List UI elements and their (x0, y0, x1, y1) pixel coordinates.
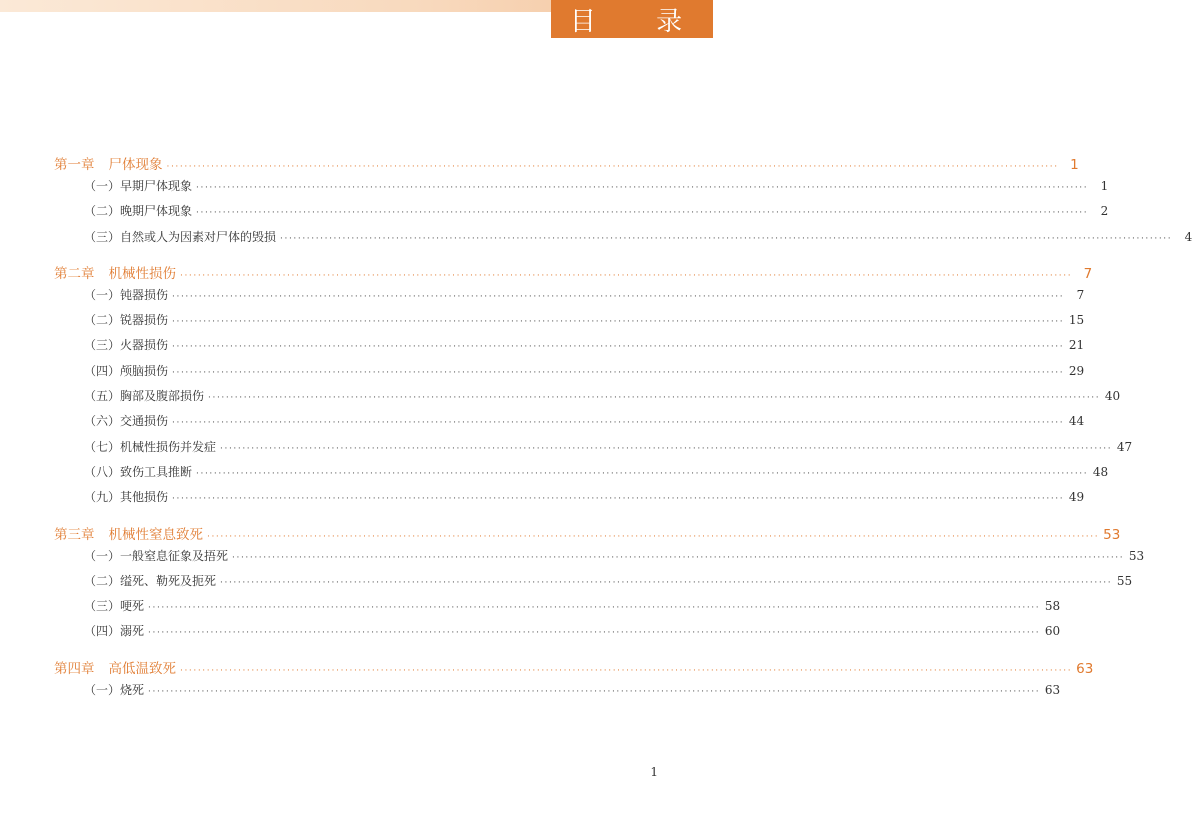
toc-section-entry[interactable] (54, 488, 1085, 513)
dot-leader: ········································································································································································································ (148, 603, 1041, 614)
toc-entry-title: 颅脑损伤 (120, 363, 169, 378)
dot-leader: ········································································································································································································ (148, 686, 1041, 697)
toc-entry-page: 7 (1083, 265, 1093, 282)
dot-leader: ········································································································································································································ (196, 208, 1089, 219)
toc-entry-title: 哽死 (120, 599, 145, 614)
toc-entry-number: （一） (84, 682, 121, 697)
toc-entry-number: （二） (84, 573, 121, 588)
toc-entry-number: （四） (84, 363, 121, 378)
toc-entry-title: 机械性损伤并发症 (120, 439, 217, 454)
toc-entry-page: 63 (1076, 660, 1094, 677)
toc-section-entry[interactable] (54, 228, 1192, 253)
toc-entry-title: 其他损伤 (120, 490, 169, 505)
toc-entry-page: 21 (1068, 338, 1085, 353)
toc-entry-label (84, 286, 168, 303)
dot-leader: ········································································································································································································ (207, 531, 1100, 542)
toc-entry-title: 胸部及腹部损伤 (120, 389, 205, 404)
toc-entry-number: 第二章 (54, 265, 95, 282)
toc-entry-title: 交通损伤 (120, 414, 169, 429)
toc-entry-title: 致伤工具推断 (120, 464, 193, 479)
toc-entry-number: （三） (84, 229, 121, 244)
toc-entry-number: （九） (84, 490, 121, 505)
toc-entry-title: 一般窒息征象及捂死 (120, 548, 229, 563)
toc-chapter-entry[interactable] (54, 262, 1093, 286)
toc-section-entry[interactable] (54, 311, 1085, 336)
toc-entry-label (84, 438, 216, 455)
toc-entry-page: 53 (1103, 526, 1121, 543)
dot-leader: ········································································································································································································ (232, 552, 1125, 563)
toc-section-entry[interactable] (54, 177, 1109, 202)
dot-leader: ········································································································································································································ (172, 291, 1065, 302)
dot-leader: ········································································································································································································ (196, 183, 1089, 193)
toc-section-entry[interactable] (54, 336, 1085, 361)
toc-entry-label (84, 463, 192, 480)
toc-entry-page: 29 (1068, 363, 1085, 378)
toc-entry-label (54, 153, 163, 173)
toc-section-entry[interactable] (54, 547, 1145, 572)
dot-leader: ········································································································································································································ (172, 367, 1065, 378)
toc-entry-page: 15 (1068, 313, 1085, 328)
toc-entry-number: 第三章 (54, 526, 95, 543)
toc-entry-title: 烧死 (120, 682, 145, 697)
toc-title: 目 录 (551, 0, 713, 38)
toc-entry-page: 1 (1100, 179, 1109, 193)
toc-entry-label (84, 362, 168, 379)
toc-section-entry[interactable] (54, 362, 1085, 387)
toc-entry-label (84, 488, 168, 505)
toc-entry-number: （一） (84, 179, 121, 193)
toc-entry-number: （八） (84, 464, 121, 479)
toc-entry-page: 63 (1044, 682, 1061, 697)
toc-entry-number: （一） (84, 287, 121, 302)
toc-entry-title: 锐器损伤 (120, 313, 169, 328)
dot-leader: ········································································································································································································ (220, 443, 1113, 454)
toc-entry-number: （三） (84, 599, 121, 614)
toc-entry-label (84, 228, 276, 245)
toc-entry-page: 48 (1092, 464, 1109, 479)
toc-section-entry[interactable] (54, 286, 1085, 311)
toc-entry-label (84, 202, 192, 219)
toc-section-entry[interactable] (54, 463, 1109, 488)
dot-leader: ········································································································································································································ (172, 494, 1065, 505)
toc-entry-number: 第一章 (54, 157, 95, 173)
toc-section-entry[interactable] (54, 681, 1061, 706)
dot-leader: ········································································································································································································ (180, 270, 1073, 281)
footer-page-number: 1 (650, 765, 658, 779)
toc-entry-number: （六） (84, 414, 121, 429)
toc-entry-page: 7 (1076, 287, 1085, 302)
toc-entry-label (54, 523, 203, 543)
toc-entry-page: 53 (1128, 548, 1145, 563)
dot-leader: ········································································································································································································ (148, 628, 1041, 639)
toc-section-entry[interactable] (54, 622, 1061, 647)
toc-entry-title: 尸体现象 (108, 157, 163, 173)
dot-leader: ········································································································································································································ (180, 665, 1073, 676)
toc-entry-title: 自然或人为因素对尸体的毁损 (120, 229, 277, 244)
toc-entry-number: （五） (84, 389, 121, 404)
toc-entry-label (84, 387, 204, 404)
toc-entry-page: 4 (1184, 229, 1192, 244)
toc-entry-number: （一） (84, 548, 121, 563)
dot-leader: ········································································································································································································ (220, 577, 1113, 588)
toc-entry-title: 早期尸体现象 (120, 179, 193, 193)
toc-entry-label (84, 177, 192, 194)
toc-section-entry[interactable] (54, 572, 1133, 597)
toc-section-entry[interactable] (54, 202, 1109, 227)
toc-entry-label (84, 572, 216, 589)
toc-chapter-entry[interactable] (54, 153, 1079, 177)
toc-entry-page: 47 (1116, 439, 1133, 454)
dot-leader: ········································································································································································································ (172, 418, 1065, 429)
toc-entry-number: （四） (84, 624, 121, 639)
toc-entry-page: 1 (1070, 157, 1079, 173)
toc-entry-title: 火器损伤 (120, 338, 169, 353)
toc-section-entry[interactable] (54, 597, 1061, 622)
toc-entry-label (84, 597, 144, 614)
toc-section-entry[interactable] (54, 438, 1133, 463)
toc-entry-label (54, 262, 176, 282)
toc-entry-number: （二） (84, 204, 121, 219)
dot-leader: ········································································································································································································ (208, 393, 1101, 404)
toc-entry-label (84, 547, 228, 564)
toc-entry-title: 机械性损伤 (108, 265, 176, 282)
toc-entry-label (54, 657, 176, 677)
toc-entry-number: （三） (84, 338, 121, 353)
toc-entry-number: （二） (84, 313, 121, 328)
toc-entry-page: 58 (1044, 599, 1061, 614)
dot-leader: ········································································································································································································ (172, 317, 1065, 328)
toc-entry-page: 49 (1068, 490, 1085, 505)
dot-leader: ········································································································································································································ (166, 162, 1059, 172)
toc-entry-number: （七） (84, 439, 121, 454)
toc-entry-label (84, 622, 144, 639)
toc-entry-page: 55 (1116, 573, 1133, 588)
toc-entry-label (84, 311, 168, 328)
toc-entry-page: 2 (1100, 204, 1109, 219)
toc-entry-title: 溺死 (120, 624, 145, 639)
toc-entry-title: 高低温致死 (108, 660, 176, 677)
toc-entry-page: 60 (1044, 624, 1061, 639)
dot-leader: ········································································································································································································ (172, 342, 1065, 353)
toc-entry-page: 44 (1068, 414, 1085, 429)
toc-entry-title: 缢死、勒死及扼死 (120, 573, 217, 588)
toc-chapter-entry[interactable] (54, 523, 1121, 547)
toc-entry-label (84, 336, 168, 353)
toc-chapter-entry[interactable] (54, 657, 1094, 681)
dot-leader: ········································································································································································································ (280, 233, 1173, 244)
toc-section-entry[interactable] (54, 387, 1121, 412)
toc-entry-label (84, 412, 168, 429)
toc-entry-title: 钝器损伤 (120, 287, 169, 302)
toc-entry-page: 40 (1104, 389, 1121, 404)
dot-leader: ········································································································································································································ (196, 468, 1089, 479)
toc-entry-label (84, 681, 144, 698)
toc-section-entry[interactable] (54, 412, 1085, 437)
toc-entry-title: 机械性窒息致死 (108, 526, 203, 543)
toc-entry-number: 第四章 (54, 660, 95, 677)
table-of-contents (54, 153, 1192, 706)
toc-entry-title: 晚期尸体现象 (120, 204, 193, 219)
